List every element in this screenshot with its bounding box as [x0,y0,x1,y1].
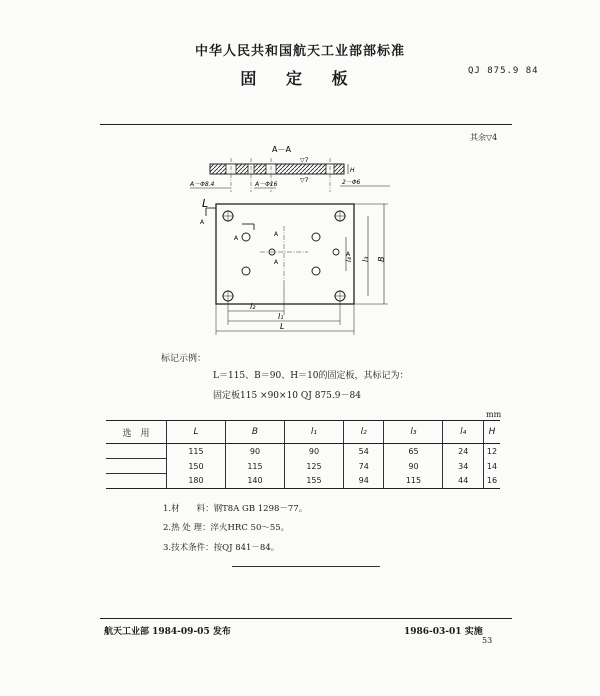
page-number: 53 [482,636,493,645]
dim-label-L-side: L [202,197,209,210]
cell-select [106,459,167,474]
cell-H: 12 [484,444,501,459]
cell-l3: 65 [384,444,443,459]
header-L: L [167,421,226,444]
header-l2: l₂ [343,421,384,444]
cell-l2: 74 [343,459,384,474]
section-view [190,158,390,192]
table-row [106,444,500,459]
marking-example-line-2: 固定板115 ×90×10 QJ 875.9－84 [213,391,361,401]
cell-H: 16 [484,474,501,489]
header-B: B [225,421,284,444]
section-mark-A-3: A [274,231,279,238]
cell-B: 90 [225,444,284,459]
fixed-plate-drawing [150,140,440,350]
dim-label-l3: l₃ [361,256,370,262]
cell-l2: 54 [343,444,384,459]
table-row [106,474,500,489]
requirement-material: 1.材 料：钢T8A GB 1298－77。 [163,504,308,514]
section-mark-A-1: A [200,219,205,226]
cell-l3: 115 [384,474,443,489]
cell-l2: 94 [343,474,384,489]
requirement-heat-treatment: 2.热 处 理：淬火HRC 50～55。 [163,523,290,533]
dim-label-L: L [280,322,285,331]
cell-l4: 44 [443,474,484,489]
cell-l4: 24 [443,444,484,459]
cell-l3: 90 [384,459,443,474]
standard-code: QJ 875.9 84 [468,66,539,76]
cell-B: 115 [225,459,284,474]
dim-label-H: H [350,167,355,174]
requirement-technical-conditions: 3.技术条件：按QJ 841－84。 [163,543,280,553]
cell-L: 180 [167,474,226,489]
hole-note-2: A－Φ16 [255,181,278,188]
cell-H: 14 [484,459,501,474]
cell-L: 150 [167,459,226,474]
issue-info: 航天工业部 1984-09-05 发布 [104,627,231,637]
footer-rule [100,618,512,619]
cell-l4: 34 [443,459,484,474]
header-select: 选 用 [106,421,167,444]
header-l3: l₃ [384,421,443,444]
dim-label-l2: l₂ [250,302,256,311]
roughness-note: 其余▽4 [470,133,498,142]
section-mark-A-5: A [346,251,351,258]
dim-label-B: B [377,256,386,262]
roughness-mark-2: ▽7 [300,177,309,184]
header-rule [100,124,512,125]
roughness-mark-1: ▽7 [300,157,309,164]
end-rule [232,566,380,567]
cell-select [106,444,167,459]
cell-l1: 90 [284,444,343,459]
cell-l1: 155 [284,474,343,489]
cell-l1: 125 [284,459,343,474]
header-l1: l₁ [284,421,343,444]
header-l4: l₄ [443,421,484,444]
dim-label-l4: l₄ [345,257,353,262]
section-mark-A-2: A [234,235,239,242]
cell-B: 140 [225,474,284,489]
table-unit: mm [486,410,502,419]
marking-example-line-1: L＝115、B＝90、H＝10的固定板，其标记为： [213,371,409,381]
cell-L: 115 [167,444,226,459]
implementation-info: 1986-03-01 实施 [404,627,483,637]
standard-organization: 中华人民共和国航天工业部部标准 [194,44,405,59]
hole-note-1: A－Φ8.4 [190,181,215,188]
cell-select [106,474,167,489]
dimension-table [106,420,500,489]
table-row [106,459,500,474]
section-label: A－A [272,145,291,154]
document-title: 固 定 板 [240,69,360,88]
hole-note-3: 2－Φ6 [342,179,361,186]
table-header-row [106,421,500,444]
section-mark-A-4: A [274,259,279,266]
header-H: H [484,421,501,444]
plan-view [206,204,388,335]
marking-example-heading: 标记示例： [161,354,207,364]
dim-label-l1: l₁ [278,312,284,321]
